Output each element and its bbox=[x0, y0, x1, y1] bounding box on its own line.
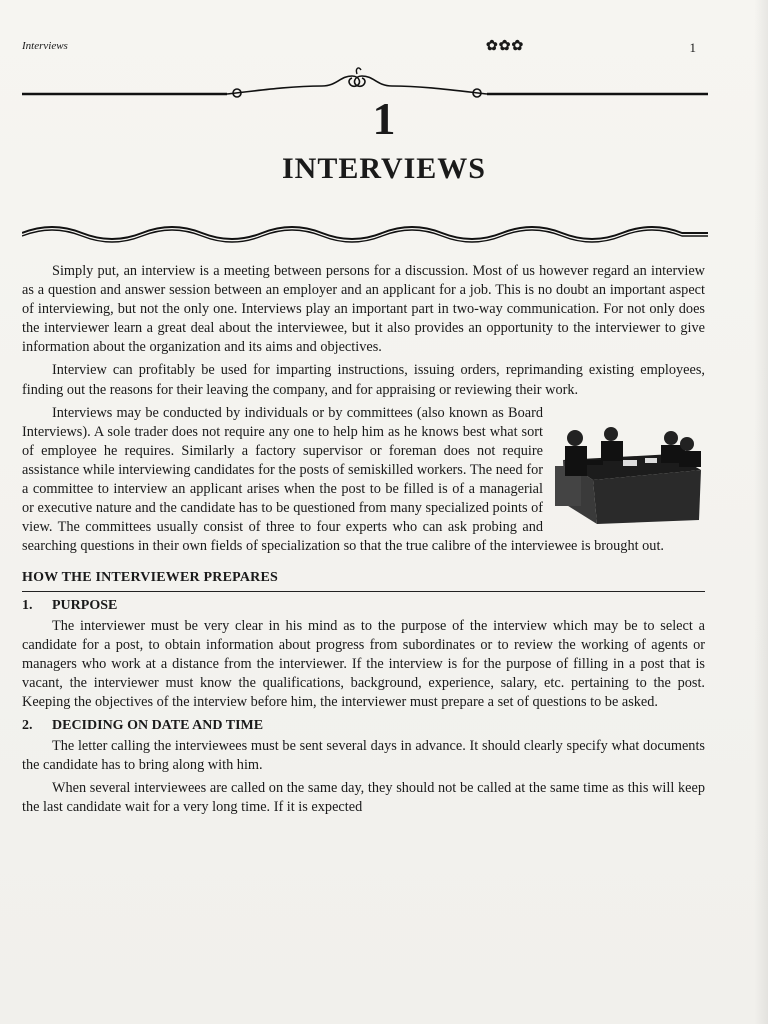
subsection-title: DECIDING ON DATE AND TIME bbox=[52, 718, 264, 734]
section-heading: HOW THE INTERVIEWER PREPARES bbox=[22, 570, 278, 586]
chapter-number: 1 bbox=[372, 93, 396, 144]
subsection-paragraph: The interviewer must be very clear in his mind as to the purpose of the interview which may be to select a candidate for a post, to obtain information about progress from subordinates or to review the working of agents or managers who work at a distance from the interviewer. If the interview is for the purpose of filling in a post that is vacant, the interviewer must know the qualifications, background, experience, salary, etc. pertaining to the post. Keeping the objectives of the interview before him, the interviewer must prepare a set of questions to be asked. bbox=[22, 617, 705, 710]
section-divider bbox=[22, 591, 705, 592]
ornament-icon: ✿✿✿ bbox=[486, 39, 525, 54]
wave-divider-icon bbox=[22, 222, 708, 244]
subsection-paragraph: When several interviewees are called on the same day, they should not be called at the same time as this will keep the last candidate wait for a very long time. If it is expected bbox=[22, 780, 705, 816]
subsection-heading-purpose bbox=[22, 596, 705, 615]
chapter-title: INTERVIEWS bbox=[281, 152, 486, 185]
body-text bbox=[22, 262, 705, 822]
running-head: Interviews bbox=[22, 40, 68, 52]
intro-paragraph: Interview can profitably be used for imparting instructions, issuing orders, reprimanding existing employees, finding out the reasons for their leaving the company, and for appraising or reviewing their work. bbox=[22, 362, 705, 398]
subsection-number: 2. bbox=[22, 718, 33, 734]
subsection-number: 1. bbox=[22, 597, 33, 613]
intro-paragraph: Simply put, an interview is a meeting between persons for a discussion. Most of us however regard an interview as a question and answer session between an employer and an applicant for a job. This is no doubt an important aspect of interviewing, but not the only one. Interviews play an important part in two-way communication. For not only does the interviewer learn a great deal about the interviewee, but it also provides an opportunity to the interviewer to give information about the organization and its aims and objectives. bbox=[22, 263, 705, 356]
illustrated-paragraph bbox=[22, 404, 705, 557]
subsection-paragraph: The letter calling the interviewees must be sent several days in advance. It should clearly specify what documents the candidate has to bring along with him. bbox=[22, 738, 705, 774]
subsection-heading-date-time bbox=[22, 716, 705, 735]
subsection-title: PURPOSE bbox=[52, 597, 118, 613]
intro-paragraph: Interviews may be conducted by individuals or by committees (also known as Board Interviews). A sole trader does not require any one to help him as he knows best what sort of employee he requires. Similarly a factory supervisor or foreman does not require assistance while interviewing candidates for the posts of semiskilled workers. The need for a committee to interview an applicant arises when the post to be filled is of a managerial or executive nature and the candidate has to be questioned from many specialized points of view. The committees usually consist of three to four experts who can ask probing and searching questions in their own fields of specialization so that the true calibre of the interviewee is brought out. bbox=[22, 404, 664, 555]
board-interview-illustration bbox=[553, 408, 705, 526]
page-number: 1 bbox=[689, 40, 696, 55]
